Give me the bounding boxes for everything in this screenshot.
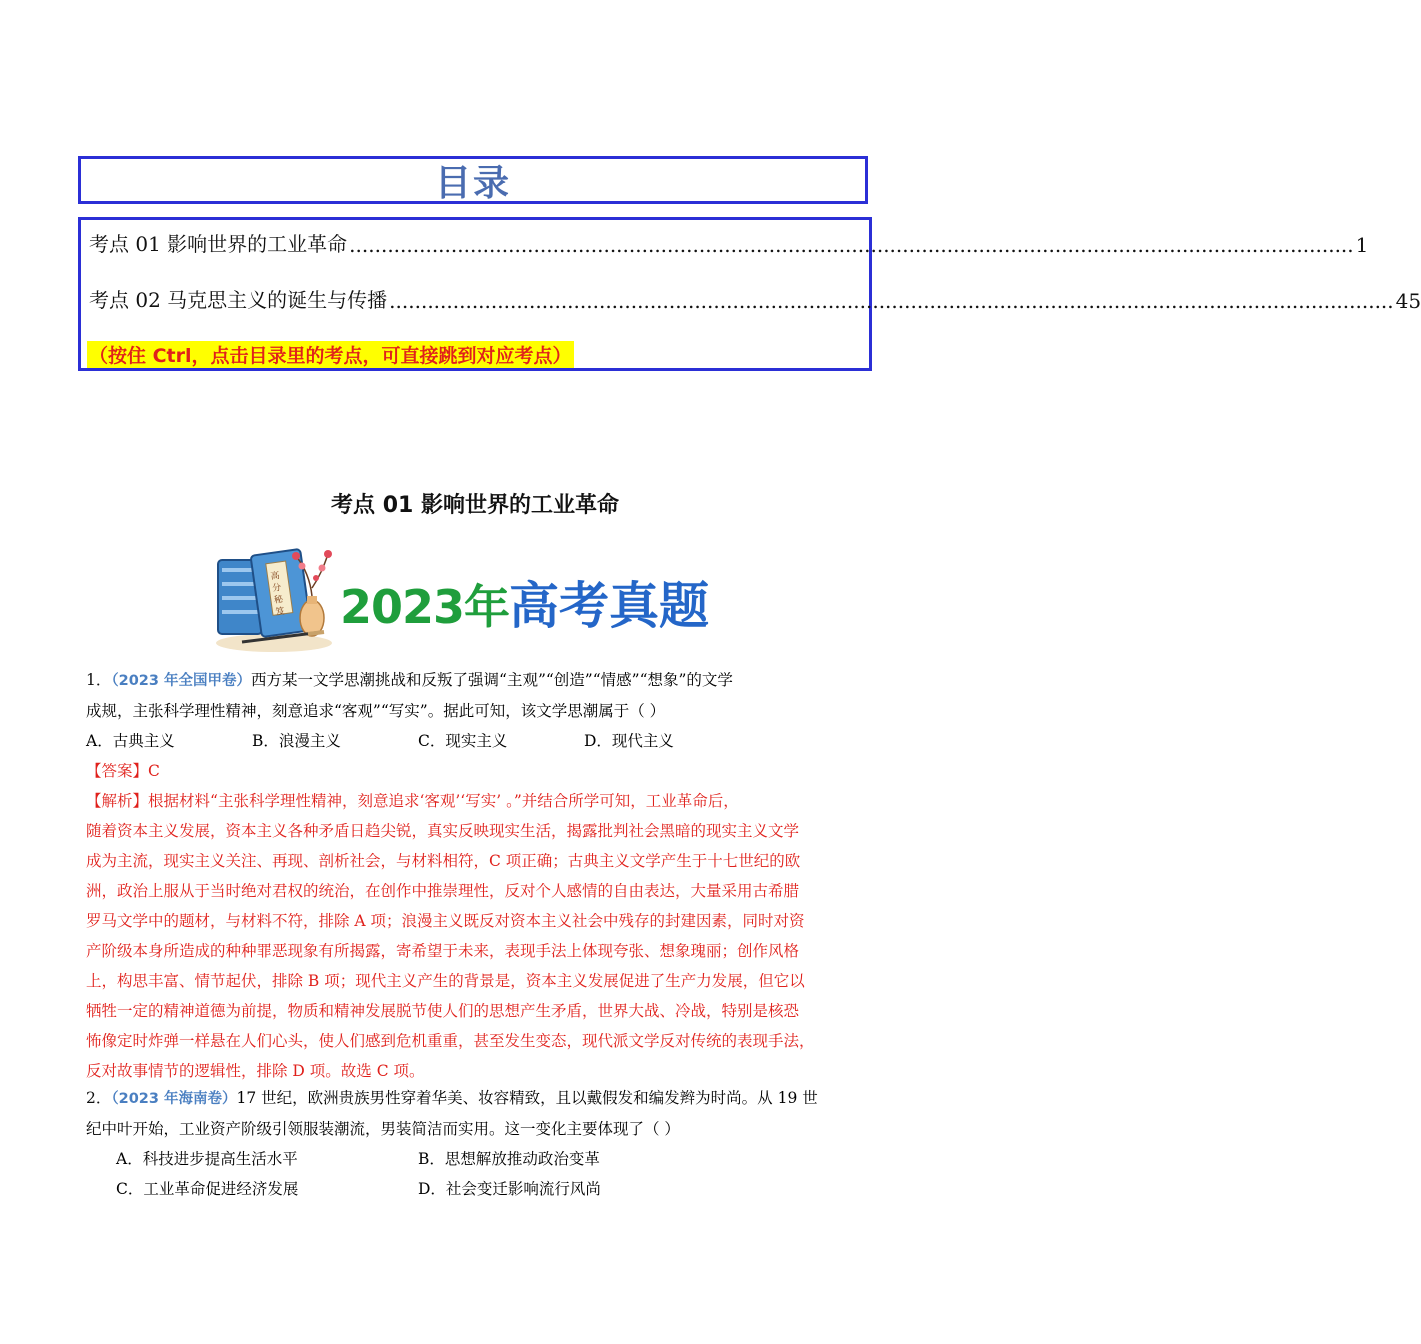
question-1 bbox=[86, 665, 866, 1086]
svg-text:笈: 笈 bbox=[275, 606, 286, 618]
analysis-line: 怖像定时炸弹一样悬在人们心头，使人们感到危机重重，甚至发生变态，现代派文学反对传统的表现手法， bbox=[86, 1032, 815, 1050]
analysis-line: 反对故事情节的逻辑性，排除 D 项。故选 C 项。 bbox=[86, 1062, 425, 1080]
analysis-line: 上，构思丰富、情节起伏，排除 B 项；现代主义产生的背景是，资本主义发展促进了生产力发展，但它以 bbox=[86, 972, 805, 990]
question-2 bbox=[86, 1083, 866, 1204]
option-a: A．科技进步提高生活水平 bbox=[116, 1150, 298, 1168]
toc-item-page: 1 bbox=[1355, 233, 1369, 257]
analysis-tag: 【解析】 bbox=[86, 792, 149, 810]
banner bbox=[212, 538, 742, 654]
question-stem-line: 西方某一文学思潮挑战和反叛了强调“主观”“创造”“情感”“想象”的文学 bbox=[251, 671, 733, 689]
banner-title bbox=[340, 566, 709, 638]
section-heading: 考点 01 影响世界的工业革命 bbox=[331, 493, 619, 518]
option-b: B．思想解放推动政治变革 bbox=[418, 1150, 600, 1168]
analysis-line: 洲，政治上服从于当时绝对君权的统治，在创作中推崇理性，反对个人感情的自由表达，大量采用古希腊 bbox=[86, 882, 800, 900]
answer bbox=[86, 756, 866, 786]
question-number: 2． bbox=[86, 1089, 112, 1107]
option-d: D．现代主义 bbox=[584, 732, 674, 750]
analysis-line: 牺牲一定的精神道德为前提，物质和精神发展脱节使人们的思想产生矛盾，世界大战、冷战，特别是核恐 bbox=[86, 1002, 800, 1020]
answer-value: C bbox=[148, 762, 160, 780]
analysis bbox=[86, 786, 866, 1086]
question-options bbox=[86, 726, 866, 756]
question-stem-line: 纪中叶开始，工业资产阶级引领服装潮流，男装简洁而实用。这一变化主要体现了（ ） bbox=[86, 1120, 680, 1138]
toc-item-1[interactable] bbox=[89, 228, 1369, 257]
toc-item-2[interactable] bbox=[89, 284, 1421, 313]
option-c: C．工业革命促进经济发展 bbox=[116, 1180, 299, 1198]
toc-item-label: 考点 02 马克思主义的诞生与传播 bbox=[89, 288, 388, 312]
question-number: 1． bbox=[86, 671, 112, 689]
analysis-line: 随着资本主义发展，资本主义各种矛盾日趋尖锐，真实反映现实生活，揭露批判社会黑暗的现实主义文学 bbox=[86, 822, 800, 840]
analysis-line: 产阶级本身所造成的种种罪恶现象有所揭露，寄希望于未来，表现手法上体现夸张、想象瑰丽；创作风格 bbox=[86, 942, 800, 960]
toc-title-box bbox=[78, 156, 868, 204]
toc-hint: （按住 Ctrl，点击目录里的考点，可直接跳到对应考点） bbox=[87, 341, 574, 368]
banner-year: 2023年 bbox=[340, 580, 510, 634]
analysis-line: 罗马文学中的题材，与材料不符，排除 A 项；浪漫主义既反对资本主义社会中残存的封建因素，同时对资 bbox=[86, 912, 805, 930]
toc-leader-dots: .............................................................................................................................................................. bbox=[349, 233, 1354, 257]
toc-leader-dots: .............................................................................................................................................................. bbox=[389, 289, 1394, 313]
svg-text:秘: 秘 bbox=[273, 594, 284, 606]
svg-text:分: 分 bbox=[271, 582, 283, 595]
banner-keyword: 高考真题 bbox=[509, 577, 710, 635]
analysis-line: 成为主流，现实主义关注、再现、剖析社会，与材料相符，C 项正确；古典主义文学产生于十七世纪的欧 bbox=[86, 852, 801, 870]
answer-tag: 【答案】 bbox=[86, 762, 149, 780]
toc-item-page: 45 bbox=[1395, 289, 1421, 313]
option-c: C．现实主义 bbox=[418, 732, 508, 750]
svg-text:高: 高 bbox=[270, 571, 281, 583]
option-b: B．浪漫主义 bbox=[252, 732, 341, 750]
question-source: （2023 年全国甲卷） bbox=[111, 673, 252, 689]
toc-item-label: 考点 01 影响世界的工业革命 bbox=[89, 232, 348, 256]
books-illustration-icon bbox=[212, 538, 337, 654]
question-options-row-1 bbox=[86, 1144, 866, 1174]
toc-list bbox=[78, 217, 1421, 371]
question-stem-line: 成规，主张科学理性精神，刻意追求“客观”“写实”。据此可知，该文学思潮属于（ ） bbox=[86, 702, 666, 720]
question-stem bbox=[86, 665, 866, 696]
question-stem-line: 17 世纪，欧洲贵族男性穿着华美、妆容精致，且以戴假发和编发辫为时尚。从 19 世 bbox=[236, 1089, 818, 1107]
analysis-line: 根据材料“主张科学理性精神，刻意追求‘客观’‘写实’ 。”并结合所学可知，工业革命后， bbox=[148, 792, 739, 810]
question-source: （2023 年海南卷） bbox=[111, 1091, 237, 1107]
option-a: A．古典主义 bbox=[86, 732, 175, 750]
question-stem bbox=[86, 1083, 866, 1114]
toc-title: 目录 bbox=[434, 162, 511, 204]
option-d: D．社会变迁影响流行风尚 bbox=[418, 1180, 601, 1198]
question-options-row-2 bbox=[86, 1174, 866, 1204]
